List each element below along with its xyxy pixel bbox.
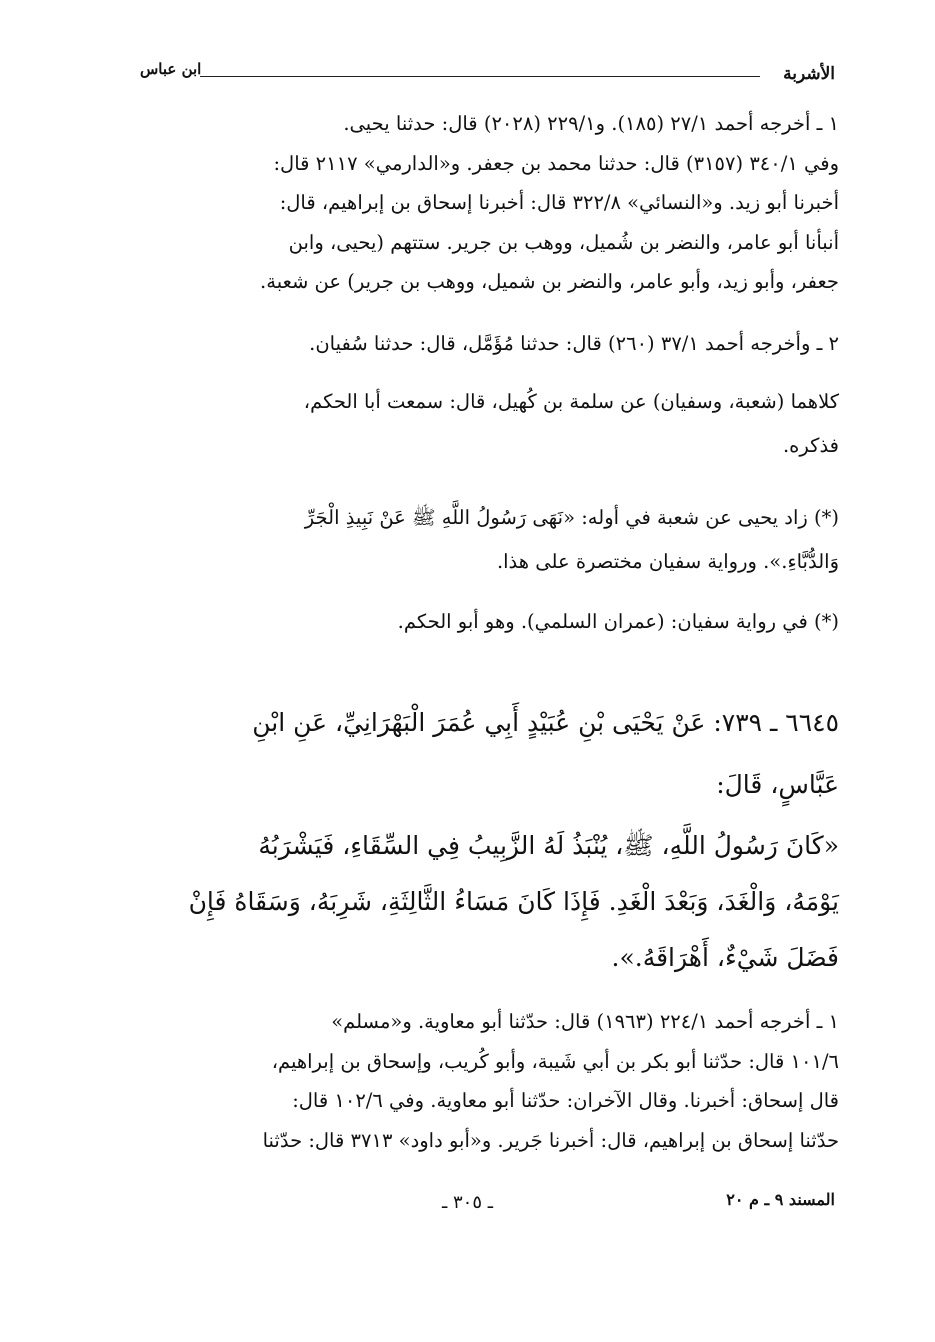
note-line: (*) زاد يحيى عن شعبة في أوله: «نَهَى رَسُولُ اللَّهِ ﷺ عَنْ نَبِيذِ الْجَرِّ [304,506,839,529]
running-header-section: ابن عباس [140,60,202,78]
hadith-number-line: ٦٦٤٥ ـ ٧٣٩: عَنْ يَحْيَى بْنِ عُبَيْدٍ أَبِي عُمَرَ الْبَهْرَانِيِّ، عَنِ ابْنِ [252,708,839,737]
both-chains-paragraph [132,380,839,468]
running-header-chapter: الأشربة [783,64,835,84]
note-block-2 [132,600,839,644]
hadith-number-line: عَبَّاسٍ، قَالَ: [716,770,839,799]
note-line: وَالدُّبَّاءِ.». ورواية سفيان مختصرة على هذا. [496,550,839,573]
note-block-1 [132,496,839,584]
hadith-text-line: فَضَلَ شَيْءٌ، أَهْرَاقَهُ.». [611,943,839,972]
footnote-line: قال إسحاق: أخبرنا. وقال الآخران: حدّثنا أبو معاوية. وفي ١٠٢/٦ قال: [292,1089,839,1112]
footnote-line: ١ ـ أخرجه أحمد ٢٧/١ (١٨٥). و٢٢٩/١ (٢٠٢٨) قال: حدثنا يحيى. [343,112,839,135]
footnote-line: ٢ ـ وأخرجه أحمد ٣٧/١ (٢٦٠) قال: حدثنا مُؤَمَّل، قال: حدثنا سُفيان. [309,332,839,355]
footnote-block-1 [132,104,839,302]
footnote-line: ١ ـ أخرجه أحمد ٢٢٤/١ (١٩٦٣) قال: حدّثنا أبو معاوية. و«مسلم» [331,1010,839,1033]
hadith-text-line: «كَانَ رَسُولُ اللَّهِ، ﷺ، يُنْبَذُ لَهُ الزَّبِيبُ فِي السِّقَاءِ، فَيَشْرَبُهُ [258,831,839,860]
note-line: (*) في رواية سفيان: (عمران السلمي). وهو أبو الحكم. [397,610,839,633]
footnote-line: حدّثنا إسحاق بن إبراهيم، قال: أخبرنا جَرير. و«أبو داود» ٣٧١٣ قال: حدّثنا [262,1128,839,1152]
footnote-line: أخبرنا أبو زيد. و«النسائي» ٣٢٢/٨ قال: أخبرنا إسحاق بن إبراهيم، قال: [279,191,839,214]
header-rule [200,76,760,77]
footnote-line: جعفر، وأبو زيد، وأبو عامر، والنضر بن شميل، ووهب بن جرير) عن شعبة. [260,270,839,293]
footer-page-number-wrap [0,1192,935,1213]
footnote-line: ١٠١/٦ قال: حدّثنا أبو بكر بن أبي شَيبة، وأبو كُريب، وإسحاق بن إبراهيم، [271,1049,839,1073]
footnote-line: وفي ٣٤٠/١ (٣١٥٧) قال: حدثنا محمد بن جعفر. و«الدارمي» ٢١١٧ قال: [273,151,839,175]
hadith-text [132,818,839,986]
paragraph-line: فذكره. [782,434,839,457]
footnote-block-3 [132,1002,839,1160]
hadith-text-line: يَوْمَهُ، وَالْغَدَ، وَبَعْدَ الْغَدِ. فَإِذَا كَانَ مَسَاءُ الثَّالِثَةِ، شَرِبَهُ، وَسَقَاهُ فَإِنْ [188,887,839,916]
footer-signature: المسند ٩ ـ م ٢٠ [726,1190,835,1209]
page-number: ـ ٣٠٥ ـ [441,1192,493,1213]
footnote-block-2 [132,324,839,364]
paragraph-line: كلاهما (شعبة، وسفيان) عن سلمة بن كُهيل، قال: سمعت أبا الحكم، [303,390,839,413]
hadith-heading [132,692,839,816]
footnote-line: أنبأنا أبو عامر، والنضر بن شُميل، ووهب بن جرير. ستتهم (يحيى، وابن [288,230,839,254]
